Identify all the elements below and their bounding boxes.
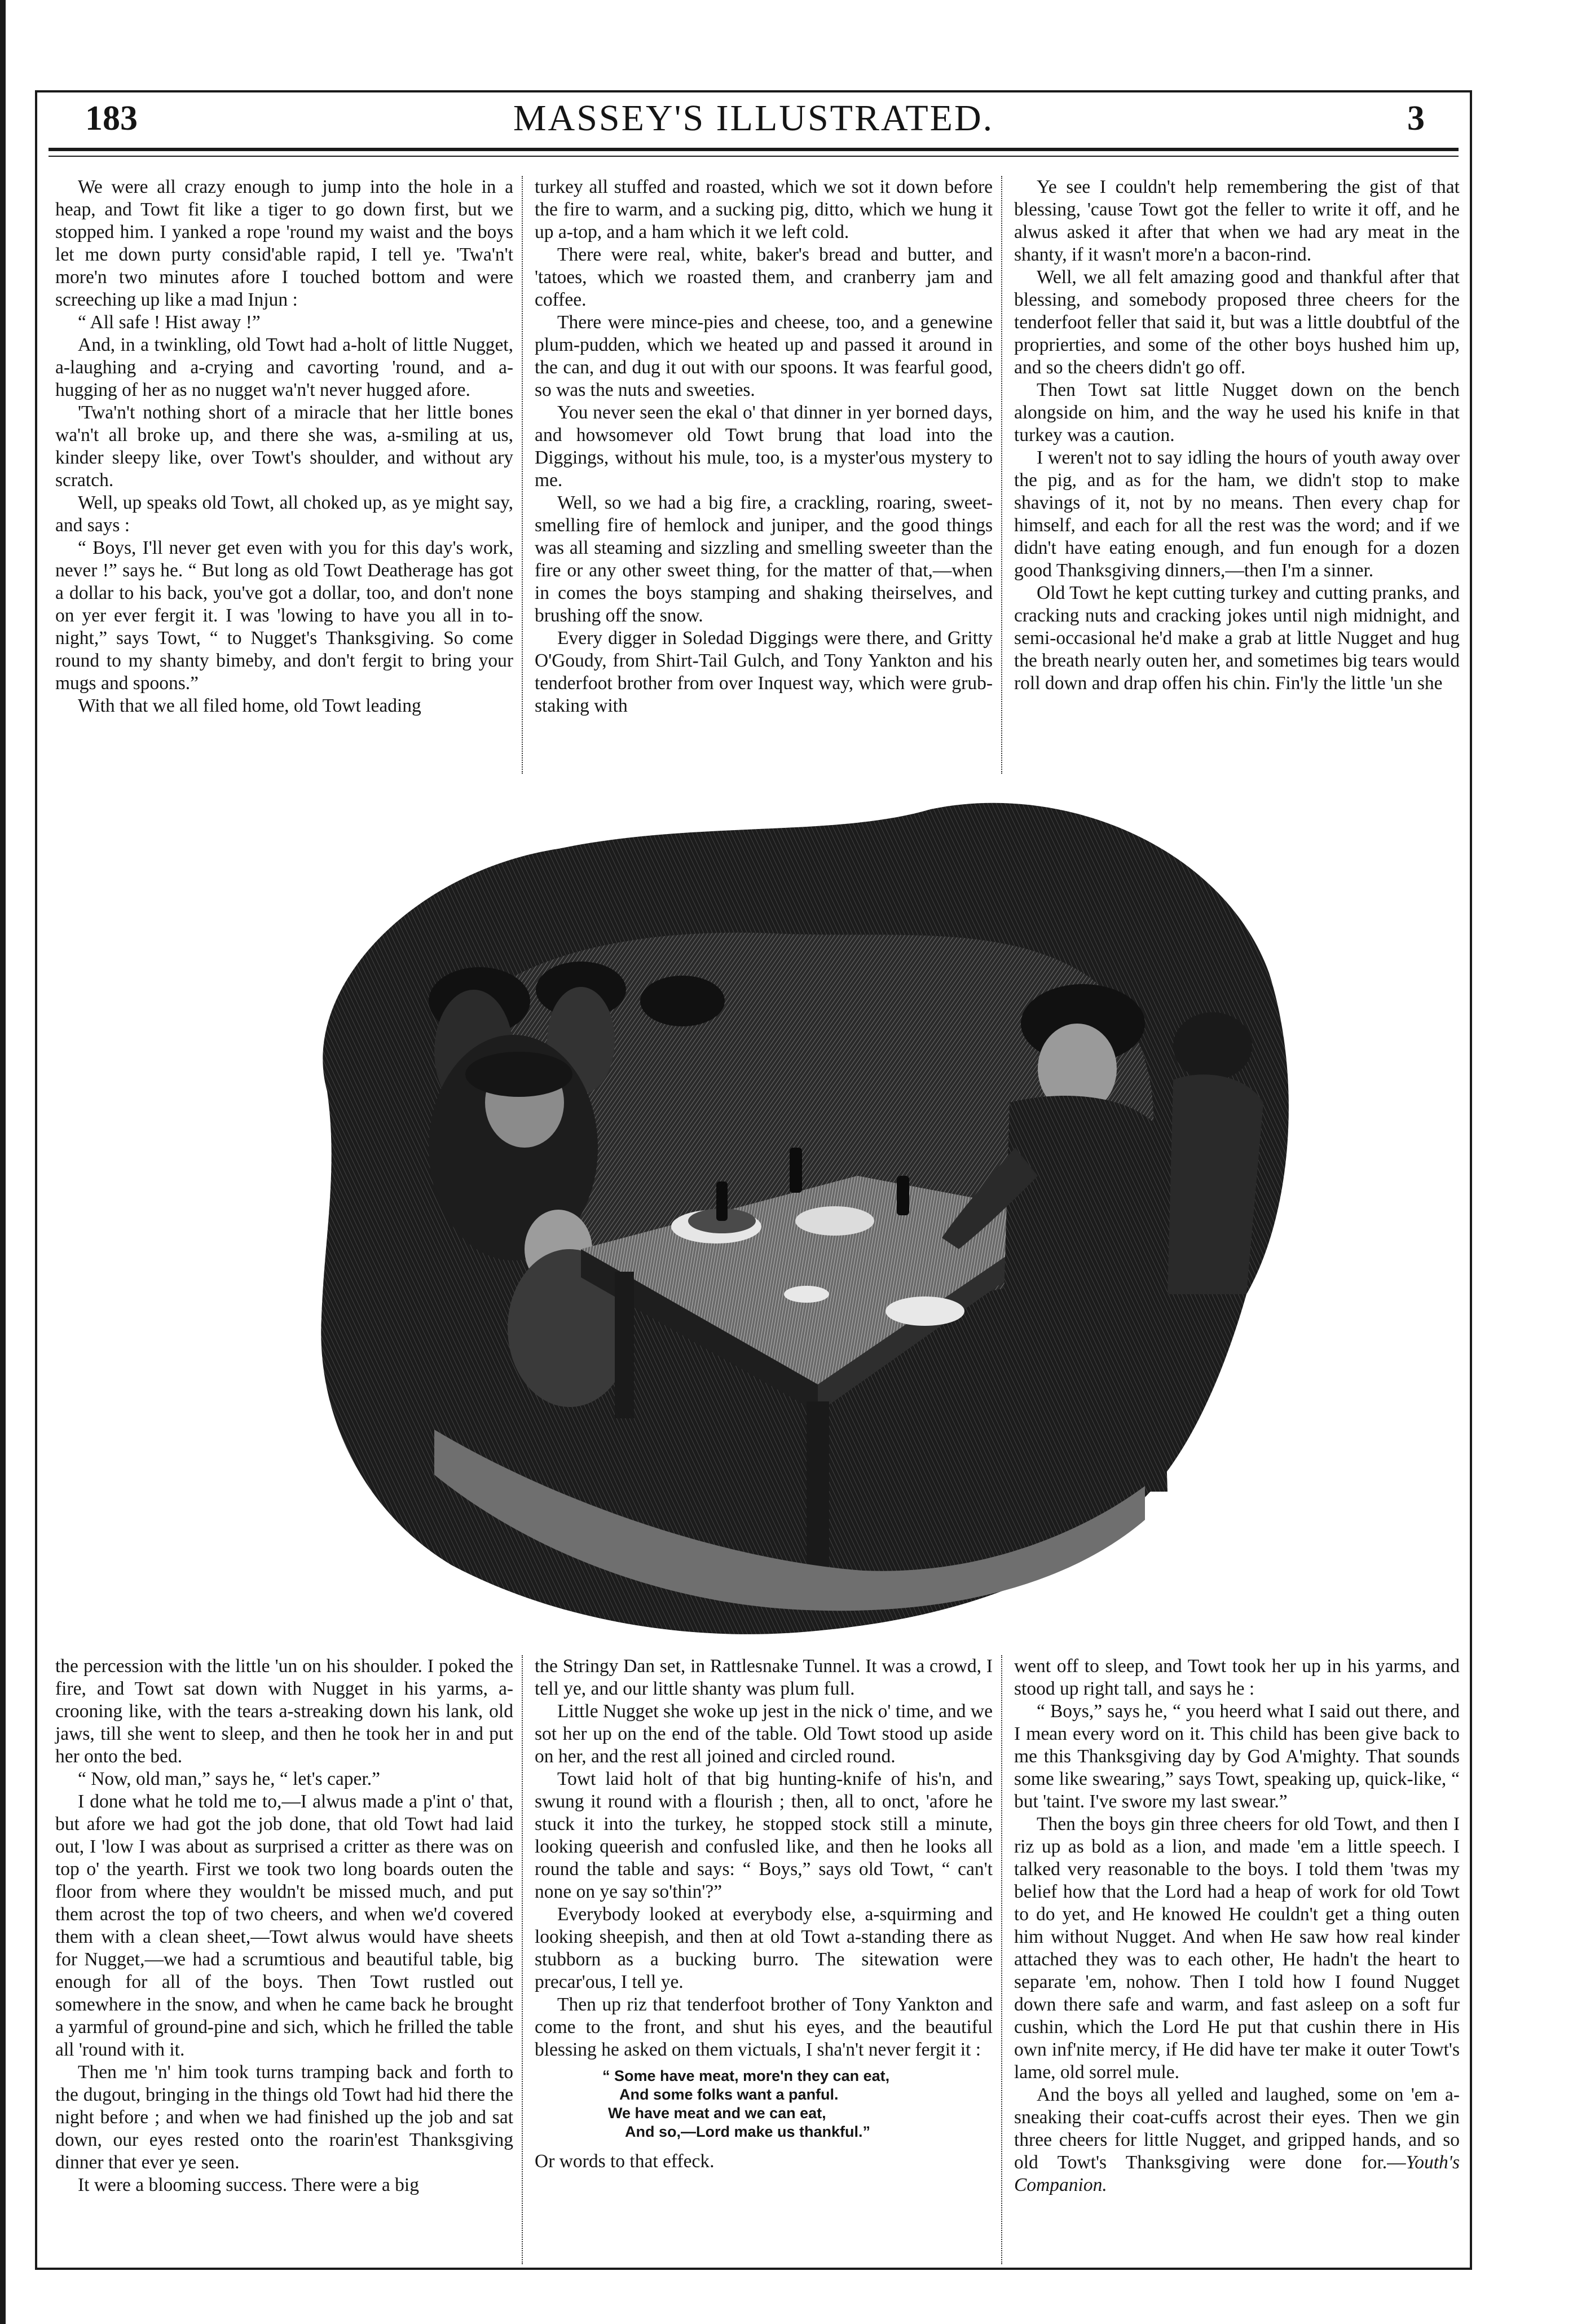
issue-number: 3 [1407, 99, 1425, 138]
column-top-left [55, 176, 513, 717]
source-credit: Youth's Companion. [1014, 2152, 1460, 2195]
paragraph: the Stringy Dan set, in Rattlesnake Tunnel. It was a crowd, I tell ye, and our little shanty was plum full. [535, 1656, 993, 1699]
paragraph: And the boys all yelled and laughed, some on 'em a-sneaking their coat-cuffs acrost their eyes. Then we gin three cheers for little Nugget, and gripped hands, and so old Towt's Thanksgiving were done for.—Youth's Companion. [1014, 2084, 1460, 2195]
paragraph: Old Towt he kept cutting turkey and cutting pranks, and cracking nuts and cracking jokes until nigh midnight, and semi-occasional he'd make a grab at little Nugget and hug the breath nearly outen her, and sometimes big tears would roll down and drap offen his chin. Fin'ly the little 'un she [1014, 583, 1460, 694]
paragraph: There were real, white, baker's bread and butter, and 'tatoes, which we roasted them, and cranberry jam and coffee. [535, 244, 993, 310]
paragraph: the percession with the little 'un on his shoulder. I poked the fire, and Towt sat down with Nugget in his yarms, a-crooning like, with the tears a-streaking down his lank, old jaws, till she went to sleep, and then he took her in and put her onto the bed. [55, 1656, 513, 1767]
paragraph: There were mince-pies and cheese, too, and a genewine plum-pudden, which we heated up and passed it around in the can, and dug it out with our spoons. It was fearful good, so was the nuts and sweeties. [535, 312, 993, 400]
paragraph: It were a blooming success. There were a big [78, 2175, 419, 2195]
paragraph: Everybody looked at everybody else, a-squirming and looking sheepish, and then at old Towt a-standing there as stubborn as a bucking burro. The sitewation were precar'ous, I tell ye. [535, 1904, 993, 1992]
paragraph: I done what he told me to,—I alwus made a p'int o' that, but afore we had got the job done, that old Towt had laid out, I 'low I was about as surprised a critter as there was on top o' the yearth. First we took two long boards outen the floor from where they wouldn't be missed much, and put them acrost the top of two cheers, and when we'd covered them with a clean sheet,—Towt alwus would have sheets for Nugget,—we had a scrumtious and beautiful table, big enough for all of the boys. Then Towt rustled out somewhere in the snow, and when he came back he brought a yarmful of ground-pine and sich, which he frilled the table all 'round with it. [55, 1791, 513, 2060]
header-rule [49, 148, 1459, 157]
paragraph: I weren't not to say idling the hours of youth away over the pig, and as for the ham, we didn't stop to make shavings of it, not by no means. Then every chap for himself, and each for all the rest was the word; and if we didn't have eating enough, and fun enough for a dozen good Thanksgiving dinners,—then I'm a sinner. [1014, 447, 1460, 581]
masthead-title: MASSEY'S ILLUSTRATED. [513, 98, 994, 139]
verse-line: “ Some have meat, more'n they can eat, [602, 2067, 890, 2084]
paragraph: And, in a twinkling, old Towt had a-holt of little Nugget, a-laughing and a-crying and cavorting 'round, and a-hugging of her as no nugget wa'n't never hugged afore. [55, 334, 513, 400]
paragraph: “ Boys,” says he, “ you heerd what I said out there, and I mean every word on it. This child has been give back to me this Thanksgiving day by God A'mighty. That sounds some like swearing,” says Towt, speaking up, quick-like, “ but 'taint. I've swore my last swear.” [1014, 1701, 1460, 1812]
paragraph: Well, so we had a big fire, a crackling, roaring, sweet-smelling fire of hemlock and juniper, and the good things was all steaming and sizzling and smelling sweeter than the fire or any other sweet thing, for the matter of that,—when in comes the boys stamping and shaking theirselves, and brushing off the snow. [535, 492, 993, 626]
paragraph: Then Towt sat little Nugget down on the bench alongside on him, and the way he used his knife in that turkey was a caution. [1014, 380, 1460, 446]
column-bottom-middle [535, 1655, 993, 2173]
verse-line: And some folks want a panful. [619, 2086, 839, 2103]
paragraph: went off to sleep, and Towt took her up in his yarms, and stood up right tall, and says he : [1014, 1656, 1460, 1699]
paragraph: Ye see I couldn't help remembering the gist of that blessing, 'cause Towt got the feller to write it off, and he alwus asked it after that when we had ary meat in the shanty, if it wasn't more'n a bacon-rind. [1014, 177, 1460, 265]
paragraph: Every digger in Soledad Diggings were there, and Gritty O'Goudy, from Shirt-Tail Gulch, and Tony Yankton and his tenderfoot brother from over Inquest way, which were grub-staking with [535, 628, 993, 716]
blessing-verse [602, 2067, 993, 2141]
page-header [37, 93, 1470, 144]
paragraph: Then the boys gin three cheers for old Towt, and then I riz up as bold as a lion, and made 'em a little speech. I talked very reasonable to the boys. I told them 'twas my belief how that the Lord had a heap of work for old Towt to do yet, and He knowed He couldn't get a thing outen him without Nugget. And when He saw how real kinder attached they was to each other, He hadn't the heart to separate 'em, nohow. Then I told how I found Nugget down there safe and warm, and fast asleep on a soft fur cushin, which the Lord He put that cushin there in His own inf'nite mercy, if He did have ter make it outer Towt's lame, old sorrel mule. [1014, 1814, 1460, 2083]
column-divider [1001, 1655, 1002, 2264]
paragraph: Then up riz that tenderfoot brother of Tony Yankton and come to the front, and shut his eyes, and the beautiful blessing he asked on them victuals, I sha'n't never fergit it : [535, 1994, 993, 2060]
column-divider [1001, 176, 1002, 774]
page-number: 183 [85, 99, 138, 138]
paragraph: With that we all filed home, old Towt leading [78, 695, 421, 716]
page-edge-bar [0, 0, 6, 2324]
paragraph: turkey all stuffed and roasted, which we sot it down before the fire to warm, and a sucking pig, ditto, which we hung it up a-top, and a ham which it we left cold. [535, 177, 993, 242]
engraving-thanksgiving-dinner-icon [265, 787, 1314, 1650]
paragraph: “ Boys, I'll never get even with you for this day's work, never !” says he. “ But long as old Towt Deatherage has got a dollar to his back, you've got a dollar, too, and don't none on yer ever fergit it. I was 'lowing to have you all in to-night,” says Towt, “ to Nugget's Thanksgiving. So come round to my shanty bimeby, and don't fergit to bring your mugs and spoons.” [55, 537, 513, 694]
paragraph: Then me 'n' him took turns tramping back and forth to the dugout, bringing in the things old Towt had hid there the night before ; and when we had finished up the job and sat down, our eyes rested onto the roarin'est Thanksgiving dinner that ever ye seen. [55, 2062, 513, 2173]
column-top-right [1014, 176, 1460, 695]
paragraph: You never seen the ekal o' that dinner in yer borned days, and howsomever old Towt brung that load into the Diggings, without his mule, too, is a myster'ous mystery to me. [535, 402, 993, 491]
paragraph: Well, we all felt amazing good and thankful after that blessing, and somebody proposed three cheers for the tenderfoot feller that said it, but was a little doubtful of the proprierties, and some of the other boys hushed him up, and so the cheers didn't go off. [1014, 267, 1460, 378]
paragraph: 'Twa'n't nothing short of a miracle that her little bones wa'n't all broke up, and there she was, a-smiling at us, kinder sleepy like, over Towt's shoulder, and without ary scratch. [55, 402, 513, 491]
paragraph: “ Now, old man,” says he, “ let's caper.” [78, 1769, 380, 1789]
paragraph: We were all crazy enough to jump into the hole in a heap, and Towt fit like a tiger to go down first, but we stopped him. I yanked a rope 'round my waist and the boys let me down purty consid'able rapid, I tell ye. 'Twa'n't more'n two minutes afore I touched bottom and were screeching up like a mad Injun : [55, 177, 513, 310]
column-divider [522, 1655, 523, 2264]
paragraph: Well, up speaks old Towt, all choked up, as ye might say, and says : [55, 492, 513, 536]
column-bottom-left [55, 1655, 513, 2197]
paragraph: Towt laid holt of that big hunting-knife of his'n, and swung it round with a flourish ; then, all to onct, 'afore he stuck it into the turkey, he stopped stock still a minute, looking queerish and confusled like, and then he looks all round the table and says: “ Boys,” says old Towt, “ can't none on ye say so'thin'?” [535, 1769, 993, 1902]
column-bottom-right [1014, 1655, 1460, 2197]
column-divider [522, 176, 523, 774]
paragraph: “ All safe ! Hist away !” [78, 312, 261, 333]
column-top-middle [535, 176, 993, 717]
paragraph: Little Nugget she woke up jest in the nick o' time, and we sot her up on the end of the table. Old Towt stood up aside on her, and the rest all joined and circled round. [535, 1701, 993, 1767]
verse-line: And so,—Lord make us thankful.” [625, 2123, 871, 2140]
closing-line: Or words to that effeck. [535, 2151, 715, 2172]
verse-line: We have meat and we can eat, [608, 2105, 826, 2122]
